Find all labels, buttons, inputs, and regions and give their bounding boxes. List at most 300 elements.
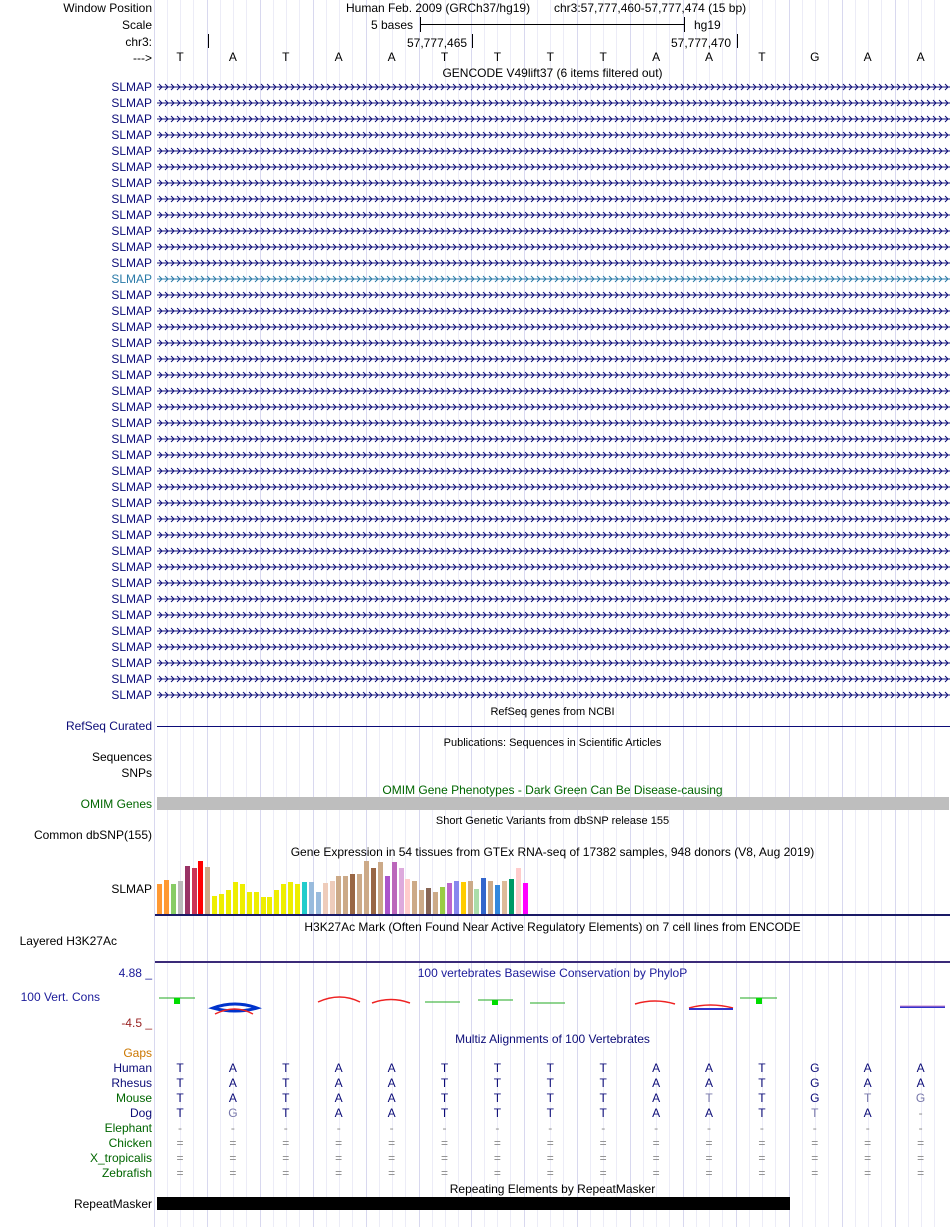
multiz-base: = [599,1136,607,1150]
phylop-label[interactable]: 100 Vert. Cons [20,990,100,1004]
multiz-base: T [546,1061,554,1075]
refseq-title: RefSeq genes from NCBI [490,706,615,718]
gencode-gene-label[interactable]: SLMAP [111,528,152,542]
multiz-base: A [916,1061,925,1075]
gtex-tissue-bar[interactable] [350,874,355,914]
gencode-gene-label[interactable]: SLMAP [111,464,152,478]
gencode-transcript[interactable] [157,595,950,603]
sequence-base: T [493,50,502,64]
gencode-gene-label[interactable]: SLMAP [111,608,152,622]
multiz-base: - [283,1121,288,1135]
multiz-base: = [335,1166,343,1180]
multiz-base: = [758,1136,766,1150]
gtex-tissue-bar[interactable] [281,884,286,914]
sequence-base: T [282,50,290,64]
multiz-base: = [546,1151,554,1165]
coord-label-b: 57,777,470 [671,36,732,50]
phylop-title: 100 vertebrates Basewise Conservation by PhyloP [417,966,688,980]
gencode-gene-label[interactable]: SLMAP [111,688,152,702]
h3k27ac-bottom-line [155,961,950,963]
coord-tick-2 [472,34,473,48]
multiz-base: - [707,1121,711,1135]
multiz-base: T [599,1091,607,1105]
multiz-base: = [705,1166,713,1180]
multiz-base: = [705,1136,713,1150]
gencode-gene-label[interactable]: SLMAP [111,496,152,510]
multiz-base: = [229,1151,237,1165]
gtex-tissue-bar[interactable] [233,882,238,914]
sequence-base: T [599,50,607,64]
dbsnp-label[interactable]: Common dbSNP(155) [33,828,152,842]
chrom-label: chr3: [125,35,152,49]
multiz-base: = [176,1151,184,1165]
gtex-tissue-bar[interactable] [157,884,162,914]
scale-bar [420,24,684,25]
multiz-base: T [282,1106,290,1120]
multiz-base: = [652,1151,660,1165]
multiz-base: = [705,1151,713,1165]
gencode-gene-label[interactable]: SLMAP [111,112,152,126]
gtex-tissue-bar[interactable] [481,878,486,914]
refseq-line[interactable] [157,726,950,727]
gtex-tissue-bar[interactable] [323,883,328,914]
multiz-base: = [229,1136,237,1150]
gencode-transcript[interactable] [157,547,950,555]
multiz-base: A [863,1061,872,1075]
gtex-tissue-bar[interactable] [295,884,300,914]
gencode-transcript[interactable] [157,483,950,491]
gencode-transcript[interactable] [157,419,950,427]
gencode-transcript[interactable] [157,451,950,459]
gtex-title: Gene Expression in 54 tissues from GTEx RNA-seq of 17382 samples, 948 donors (V8, Aug 2019) [290,845,815,859]
multiz-base: A [652,1076,661,1090]
multiz-base: A [704,1106,713,1120]
gencode-transcript[interactable] [157,227,950,235]
gencode-gene-label[interactable]: SLMAP [111,224,152,238]
multiz-base: G [228,1106,238,1120]
gtex-tissue-bar[interactable] [426,888,431,914]
scale-label: Scale [121,18,152,32]
gencode-transcript[interactable] [157,435,950,443]
gencode-gene-label[interactable]: SLMAP [111,480,152,494]
gencode-transcript[interactable] [157,611,950,619]
multiz-base: = [758,1166,766,1180]
gtex-tissue-bar[interactable] [495,885,500,914]
multiz-base: - [178,1121,182,1135]
gencode-transcript[interactable] [157,243,950,251]
gencode-transcript[interactable] [157,83,950,91]
gtex-tissue-bar[interactable] [488,881,493,914]
gtex-tissue-bar[interactable] [274,890,279,914]
multiz-base: = [440,1166,448,1180]
gtex-tissue-bar[interactable] [378,862,383,914]
gencode-transcript[interactable] [157,275,950,283]
gtex-tissue-bar[interactable] [198,861,203,914]
gtex-tissue-bar[interactable] [433,892,438,914]
multiz-base: A [704,1061,713,1075]
gtex-tissue-bar[interactable] [447,883,452,914]
publications-title: Publications: Sequences in Scientific Articles [443,737,662,749]
gencode-transcript[interactable] [157,643,950,651]
gencode-gene-label[interactable]: SLMAP [111,80,152,94]
sequence-base: T [440,50,449,64]
repeatmasker-label[interactable]: RepeatMasker [73,1197,152,1211]
multiz-species-label[interactable]: Human [113,1061,152,1075]
gtex-tissue-bar[interactable] [454,881,459,914]
multiz-base: = [917,1136,925,1150]
multiz-base: T [176,1076,184,1090]
multiz-base: = [282,1151,290,1165]
gtex-tissue-bar[interactable] [171,884,176,914]
gtex-tissue-bar[interactable] [261,897,266,914]
multiz-base: = [282,1136,290,1150]
gencode-transcript[interactable] [157,307,950,315]
multiz-base: = [758,1151,766,1165]
gencode-transcript[interactable] [157,675,950,683]
sequence-base: A [652,50,661,64]
gencode-transcript[interactable] [157,659,950,667]
gtex-tissue-bar[interactable] [330,881,335,914]
gencode-transcript[interactable] [157,195,950,203]
multiz-base: T [282,1076,290,1090]
gencode-transcript[interactable] [157,131,950,139]
gtex-tissue-bar[interactable] [192,868,197,914]
multiz-base: A [652,1091,661,1105]
window-position-label: Window Position [63,1,152,15]
gencode-transcript[interactable] [157,691,950,699]
sequence-base: A [704,50,713,64]
multiz-base: A [863,1076,872,1090]
multiz-base: A [334,1061,343,1075]
gencode-gene-label[interactable]: SLMAP [111,288,152,302]
gencode-transcript[interactable] [157,211,950,219]
multiz-base: = [864,1166,872,1180]
multiz-base: - [601,1121,606,1135]
multiz-base: = [493,1151,501,1165]
refseq-label[interactable]: RefSeq Curated [65,719,152,733]
gtex-tissue-bar[interactable] [226,890,231,914]
scale-bar-right-tick [684,17,685,32]
phylop-max: 4.88 _ [118,966,152,980]
gtex-tissue-bar[interactable] [240,884,245,914]
gencode-gene-label[interactable]: SLMAP [111,448,152,462]
omim-title: OMIM Gene Phenotypes - Dark Green Can Be Disease-causing [382,783,723,797]
multiz-base: = [440,1151,448,1165]
multiz-base: - [865,1121,870,1135]
gencode-gene-label[interactable]: SLMAP [111,384,152,398]
multiz-base: A [228,1091,237,1105]
omim-label[interactable]: OMIM Genes [80,797,152,811]
multiz-species-label[interactable]: Dog [129,1106,152,1120]
sequence-base: G [810,50,820,64]
gencode-transcript[interactable] [157,163,950,171]
gtex-tissue-bar[interactable] [523,883,528,914]
multiz-base: = [282,1166,290,1180]
multiz-base: T [599,1106,607,1120]
db-text: hg19 [694,18,721,32]
multiz-base: = [388,1136,396,1150]
h3k27ac-label[interactable]: Layered H3K27Ac [19,934,117,948]
sequence-base: T [546,50,554,64]
gtex-tissue-bar[interactable] [509,879,514,914]
gencode-gene-label[interactable]: SLMAP [111,672,152,686]
multiz-species-label[interactable]: X_tropicalis [89,1151,152,1165]
multiz-base: T [864,1091,872,1105]
gencode-transcript[interactable] [157,147,950,155]
multiz-base: = [917,1166,925,1180]
gencode-transcript[interactable] [157,355,950,363]
gencode-transcript[interactable] [157,531,950,539]
dbsnp-title: Short Genetic Variants from dbSNP release 155 [435,815,670,827]
gtex-tissue-bar[interactable] [364,861,369,914]
multiz-base: = [864,1136,872,1150]
gtex-tissue-bar[interactable] [474,889,479,914]
multiz-base: A [652,1106,661,1120]
gencode-gene-label[interactable]: SLMAP [111,336,152,350]
gtex-tissue-bar[interactable] [336,876,341,914]
gencode-gene-label[interactable]: SLMAP [111,96,152,110]
multiz-base: A [387,1061,396,1075]
multiz-base: T [176,1106,184,1120]
multiz-base: G [810,1091,820,1105]
multiz-base: A [228,1061,237,1075]
multiz-title: Multiz Alignments of 100 Vertebrates [455,1032,650,1046]
gencode-gene-label[interactable]: SLMAP [111,272,152,286]
gtex-tissue-bar[interactable] [316,892,321,914]
multiz-base: T [546,1106,554,1120]
gencode-gene-label[interactable]: SLMAP [111,624,152,638]
multiz-base: = [176,1136,184,1150]
gtex-tissue-bar[interactable] [267,897,272,914]
gencode-transcript[interactable] [157,499,950,507]
repeatmasker-element[interactable] [157,1197,790,1210]
multiz-species-label[interactable]: Elephant [104,1121,152,1135]
multiz-base: = [652,1136,660,1150]
gtex-tissue-bar[interactable] [399,868,404,914]
h3k27ac-title: H3K27Ac Mark (Often Found Near Active Regulatory Elements) on 7 cell lines from ENCODE [304,920,801,934]
multiz-base: T [493,1061,502,1075]
gtex-label[interactable]: SLMAP [111,882,152,896]
sequence-base: T [176,50,184,64]
multiz-base: A [704,1076,713,1090]
coord-tick-1 [208,34,209,48]
gencode-gene-label[interactable]: SLMAP [111,128,152,142]
sequence-base: A [334,50,343,64]
sequence-base: A [387,50,396,64]
multiz-base: T [440,1106,449,1120]
gencode-gene-label[interactable]: SLMAP [111,192,152,206]
gtex-tissue-bar[interactable] [385,876,390,914]
sequence-base: A [863,50,872,64]
gencode-gene-label[interactable]: SLMAP [111,368,152,382]
gtex-tissue-bar[interactable] [178,881,183,914]
gtex-tissue-bar[interactable] [392,862,397,914]
scale-text: 5 bases [371,18,414,32]
multiz-base: = [176,1166,184,1180]
gtex-tissue-bar[interactable] [412,881,417,914]
gencode-gene-label[interactable]: SLMAP [111,176,152,190]
gencode-title[interactable]: GENCODE V49lift37 (6 items filtered out) [442,66,663,80]
multiz-species-label[interactable]: Mouse [115,1091,152,1105]
multiz-species-label[interactable]: Zebrafish [101,1166,152,1180]
gencode-transcript[interactable] [157,403,950,411]
gencode-gene-label[interactable]: SLMAP [111,544,152,558]
sequence-base: A [916,50,925,64]
multiz-base: = [335,1151,343,1165]
multiz-base: = [864,1151,872,1165]
gencode-transcript[interactable] [157,259,950,267]
gtex-tissue-bar[interactable] [247,892,252,914]
multiz-base: G [810,1076,820,1090]
gtex-tissue-bar[interactable] [343,876,348,914]
gencode-gene-label[interactable]: SLMAP [111,208,152,222]
multiz-base: - [442,1121,447,1135]
multiz-base: T [599,1061,607,1075]
publications-label-snps[interactable]: SNPs [121,766,152,780]
gtex-tissue-bar[interactable] [309,882,314,914]
multiz-base: T [758,1061,766,1075]
gencode-gene-label[interactable]: SLMAP [111,656,152,670]
sequence-base: T [758,50,766,64]
multiz-base: - [812,1121,817,1135]
gencode-transcript[interactable] [157,371,950,379]
multiz-base: = [388,1151,396,1165]
multiz-base: = [811,1136,819,1150]
gencode-gene-label[interactable]: SLMAP [111,400,152,414]
multiz-base: = [493,1136,501,1150]
gencode-transcript[interactable] [157,563,950,571]
gtex-tissue-bar[interactable] [302,882,307,914]
gtex-tissue-bar[interactable] [502,881,507,914]
multiz-base: T [493,1106,502,1120]
gtex-tissue-bar[interactable] [371,868,376,914]
multiz-base: = [917,1151,925,1165]
multiz-base: T [440,1091,449,1105]
gencode-gene-label[interactable]: SLMAP [111,352,152,366]
gtex-tissue-bar[interactable] [164,880,169,914]
gencode-transcript[interactable] [157,323,950,331]
multiz-base: = [546,1166,554,1180]
multiz-base: T [811,1106,819,1120]
multiz-base: A [652,1061,661,1075]
gencode-gene-label[interactable]: SLMAP [111,640,152,654]
gencode-transcript[interactable] [157,467,950,475]
multiz-base: T [546,1076,554,1090]
gencode-gene-label[interactable]: SLMAP [111,512,152,526]
gencode-transcript[interactable] [157,339,950,347]
phylop-min: -4.5 _ [121,1016,152,1030]
multiz-base: G [915,1091,926,1105]
multiz-base: A [916,1076,925,1090]
multiz-base: T [440,1061,449,1075]
multiz-base: A [334,1091,343,1105]
position-text[interactable]: chr3:57,777,460-57,777,474 (15 bp) [554,1,747,15]
repeatmasker-title: Repeating Elements by RepeatMasker [449,1182,656,1196]
multiz-base: = [229,1166,237,1180]
gtex-tissue-bar[interactable] [185,866,190,914]
multiz-base: = [440,1136,448,1150]
multiz-base: - [230,1121,235,1135]
gencode-gene-label[interactable]: SLMAP [111,256,152,270]
multiz-base: A [387,1106,396,1120]
multiz-base: T [440,1076,449,1090]
multiz-base: = [599,1166,607,1180]
gencode-gene-label[interactable]: SLMAP [111,560,152,574]
multiz-species-label[interactable]: Chicken [108,1136,152,1150]
multiz-base: - [495,1121,500,1135]
gtex-tissue-bar[interactable] [205,867,210,914]
multiz-base: A [228,1076,237,1090]
multiz-base: T [758,1076,766,1090]
gencode-transcript[interactable] [157,115,950,123]
multiz-species-label[interactable]: Rhesus [111,1076,152,1090]
gencode-gene-label[interactable]: SLMAP [111,320,152,334]
gtex-tissue-bar[interactable] [254,892,259,914]
gencode-transcript[interactable] [157,179,950,187]
gtex-tissue-bar[interactable] [516,868,521,914]
gencode-transcript[interactable] [157,515,950,523]
multiz-base: = [388,1166,396,1180]
phylop-wiggle[interactable] [155,990,950,1020]
coord-label-a: 57,777,465 [407,36,468,50]
gtex-tissue-bar[interactable] [468,881,473,914]
publications-label-sequences[interactable]: Sequences [91,750,152,764]
gtex-bottom-line [155,914,950,916]
multiz-base: T [705,1091,713,1105]
gencode-transcript[interactable] [157,387,950,395]
gencode-gene-label[interactable]: SLMAP [111,240,152,254]
multiz-base: - [548,1121,553,1135]
gencode-gene-label[interactable]: SLMAP [111,592,152,606]
multiz-base: - [918,1106,923,1120]
multiz-gaps-label[interactable]: Gaps [123,1046,152,1060]
multiz-base: - [654,1121,659,1135]
gencode-gene-label[interactable]: SLMAP [111,144,152,158]
gencode-gene-label[interactable]: SLMAP [111,576,152,590]
gtex-tissue-bar[interactable] [357,874,362,914]
multiz-base: = [335,1136,343,1150]
gencode-transcript[interactable] [157,579,950,587]
strand-label: ---> [133,51,152,65]
gtex-tissue-bar[interactable] [405,879,410,914]
gencode-gene-label[interactable]: SLMAP [111,416,152,430]
multiz-base: T [282,1091,290,1105]
multiz-base: = [493,1166,501,1180]
gtex-tissue-bar[interactable] [461,882,466,914]
multiz-base: A [863,1106,872,1120]
gtex-tissue-bar[interactable] [440,887,445,914]
assembly-text[interactable]: Human Feb. 2009 (GRCh37/hg19) [346,1,531,15]
gencode-transcript[interactable] [157,291,950,299]
multiz-base: - [759,1121,764,1135]
gencode-transcript[interactable] [157,99,950,107]
multiz-base: T [758,1091,766,1105]
gtex-tissue-bar[interactable] [288,882,293,914]
sequence-base: A [228,50,237,64]
multiz-base: T [282,1061,290,1075]
multiz-base: - [336,1121,341,1135]
omim-gene-bar[interactable] [157,797,949,810]
multiz-base: T [493,1076,502,1090]
gencode-transcript[interactable] [157,627,950,635]
gencode-gene-label[interactable]: SLMAP [111,160,152,174]
gtex-tissue-bar[interactable] [219,894,224,914]
multiz-base: A [387,1091,396,1105]
gtex-tissue-bar[interactable] [212,896,217,914]
gtex-tissue-bar[interactable] [419,890,424,914]
gencode-gene-label[interactable]: SLMAP [111,432,152,446]
gencode-gene-label[interactable]: SLMAP [111,304,152,318]
